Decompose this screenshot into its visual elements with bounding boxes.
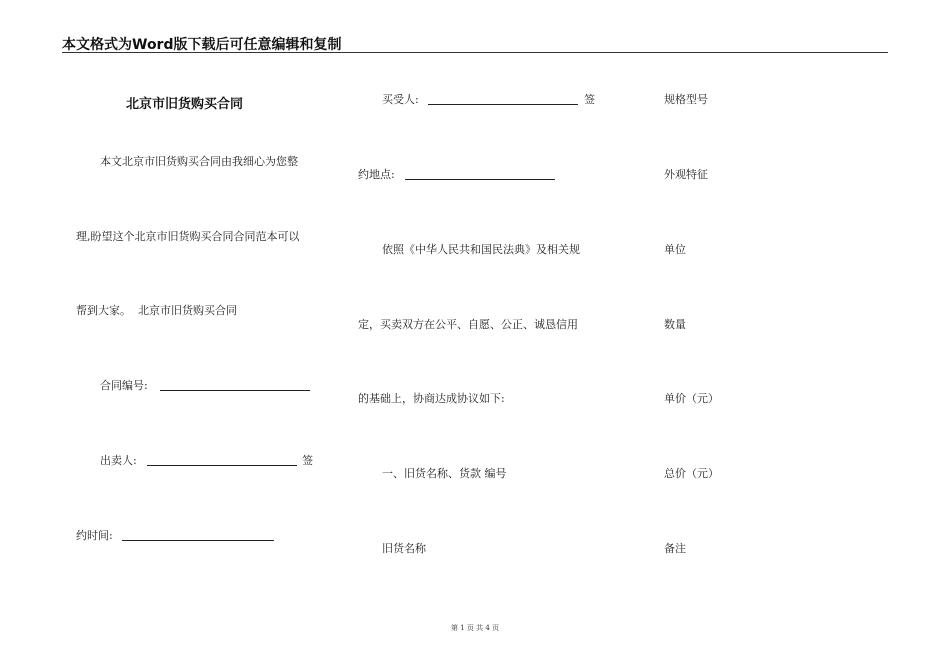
sign-place-label: 约地点: [358,168,395,181]
quantity-label: 数量 [664,318,686,331]
page-number: 第 1 页 共 4 页 [450,624,500,632]
seller-sign-suffix: 签 [302,454,313,467]
spec-model-label: 规格型号 [664,93,708,106]
unit-label: 单位 [664,243,686,256]
buyer-sign-suffix: 签 [584,93,595,106]
contract-no-label: 合同编号: [100,379,148,392]
section-1-heading: 一、旧货名称、货款 编号 [382,467,507,480]
banner-divider [62,52,888,53]
seller-blank [147,465,297,466]
buyer-label: 买受人: [382,93,419,106]
seller-label: 出卖人: [100,454,137,467]
item-name-label: 旧货名称 [382,542,426,555]
intro-line-3: 帮到大家。 北京市旧货购买合同 [76,304,237,317]
contract-title: 北京市旧货购买合同 [126,97,244,112]
intro-line-1: 本文北京市旧货购买合同由我细心为您整 [100,155,298,168]
intro-line-2: 理,盼望这个北京市旧货购买合同合同范本可以 [76,230,300,243]
para-line-1: 依照《中华人民共和国民法典》及相关规 [382,243,580,256]
appearance-label: 外观特征 [664,168,708,181]
sign-place-blank [405,179,555,180]
remarks-label: 备注 [664,542,686,555]
sign-time-blank [122,540,274,541]
buyer-blank [428,104,578,105]
para-line-2: 定，买卖双方在公平、自愿、公正、诚恳信用 [358,318,578,331]
sign-time-label: 约时间: [76,529,113,542]
para-line-3: 的基础上，协商达成协议如下: [358,392,505,405]
unit-price-label: 单价（元） [664,392,719,405]
contract-no-blank [160,390,310,391]
document-banner: 本文格式为Word版下载后可任意编辑和复制 [62,37,342,53]
total-price-label: 总价（元） [664,467,719,480]
